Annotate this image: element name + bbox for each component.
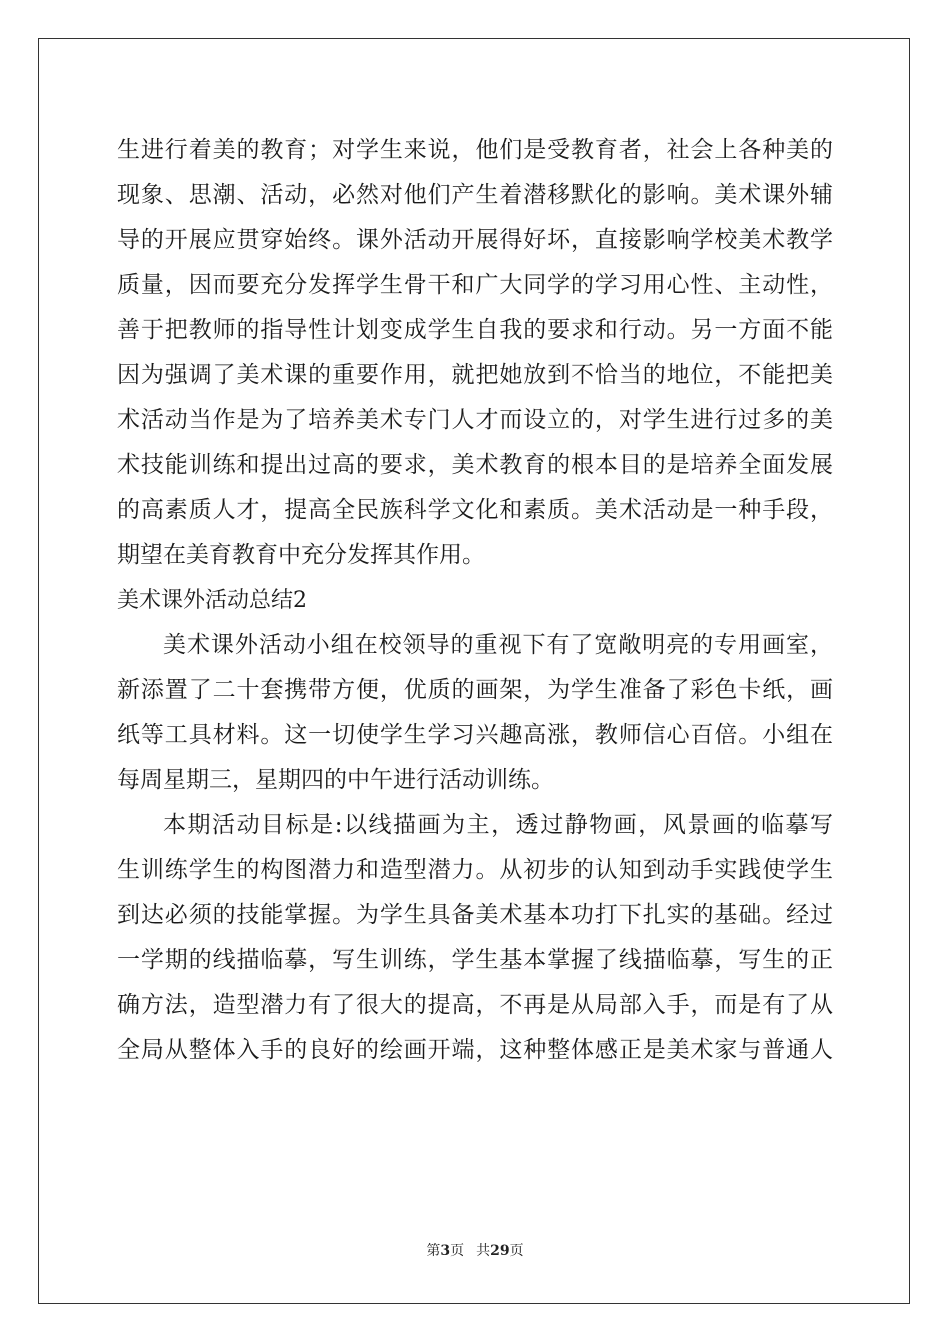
paragraph-line: 的高素质人才，提高全民族科学文化和素质。美术活动是一种手段，	[117, 497, 833, 523]
paragraph-line: 术活动当作是为了培养美术专门人才而设立的，对学生进行过多的美	[117, 407, 833, 433]
paragraph-line: 期望在美育教育中充分发挥其作用。	[117, 542, 485, 568]
paragraph-line: 质量，因而要充分发挥学生骨干和广大同学的学习用心性、主动性，	[117, 272, 833, 298]
paragraph-line: 生进行着美的教育；对学生来说，他们是受教育者，社会上各种美的	[117, 137, 833, 163]
paragraph-2	[117, 623, 833, 803]
paragraph-line: 术技能训练和提出过高的要求，美术教育的根本目的是培养全面发展	[117, 452, 833, 478]
page-suffix: 页	[450, 1243, 465, 1259]
paragraph-line: 本期活动目标是:以线描画为主，透过静物画，风景画的临摹写	[163, 812, 833, 838]
paragraph-line: 确方法，造型潜力有了很大的提高，不再是从局部入手，而是有了从	[117, 992, 833, 1018]
paragraph-line: 因为强调了美术课的重要作用，就把她放到不恰当的地位，不能把美	[117, 362, 833, 388]
document-body	[117, 128, 833, 1073]
paragraph-line: 导的开展应贯穿始终。课外活动开展得好坏，直接影响学校美术教学	[117, 227, 833, 253]
page-prefix: 第	[426, 1243, 441, 1259]
total-suffix: 页	[509, 1243, 524, 1259]
paragraph-1	[117, 128, 833, 578]
paragraph-line: 新添置了二十套携带方便，优质的画架，为学生准备了彩色卡纸，画	[117, 677, 833, 703]
paragraph-line: 美术课外活动小组在校领导的重视下有了宽敞明亮的专用画室，	[163, 632, 833, 658]
paragraph-line: 现象、思潮、活动，必然对他们产生着潜移默化的影响。美术课外辅	[117, 182, 833, 208]
paragraph-line: 纸等工具材料。这一切使学生学习兴趣高涨，教师信心百倍。小组在	[117, 722, 833, 748]
paragraph-line: 到达必须的技能掌握。为学生具备美术基本功打下扎实的基础。经过	[117, 902, 833, 928]
page-total: 29	[490, 1243, 510, 1259]
paragraph-3	[117, 803, 833, 1073]
page-footer	[0, 1240, 950, 1260]
paragraph-line: 一学期的线描临摹，写生训练，学生基本掌握了线描临摹，写生的正	[117, 947, 833, 973]
paragraph-line: 每周星期三，星期四的中午进行活动训练。	[117, 767, 554, 793]
paragraph-line: 生训练学生的构图潜力和造型潜力。从初步的认知到动手实践使学生	[117, 857, 833, 883]
paragraph-line: 全局从整体入手的良好的绘画开端，这种整体感正是美术家与普通人	[117, 1037, 833, 1063]
section-heading: 美术课外活动总结2	[117, 588, 307, 613]
total-prefix: 共	[476, 1243, 491, 1259]
page-current: 3	[440, 1243, 451, 1259]
paragraph-line: 善于把教师的指导性计划变成学生自我的要求和行动。另一方面不能	[117, 317, 833, 343]
